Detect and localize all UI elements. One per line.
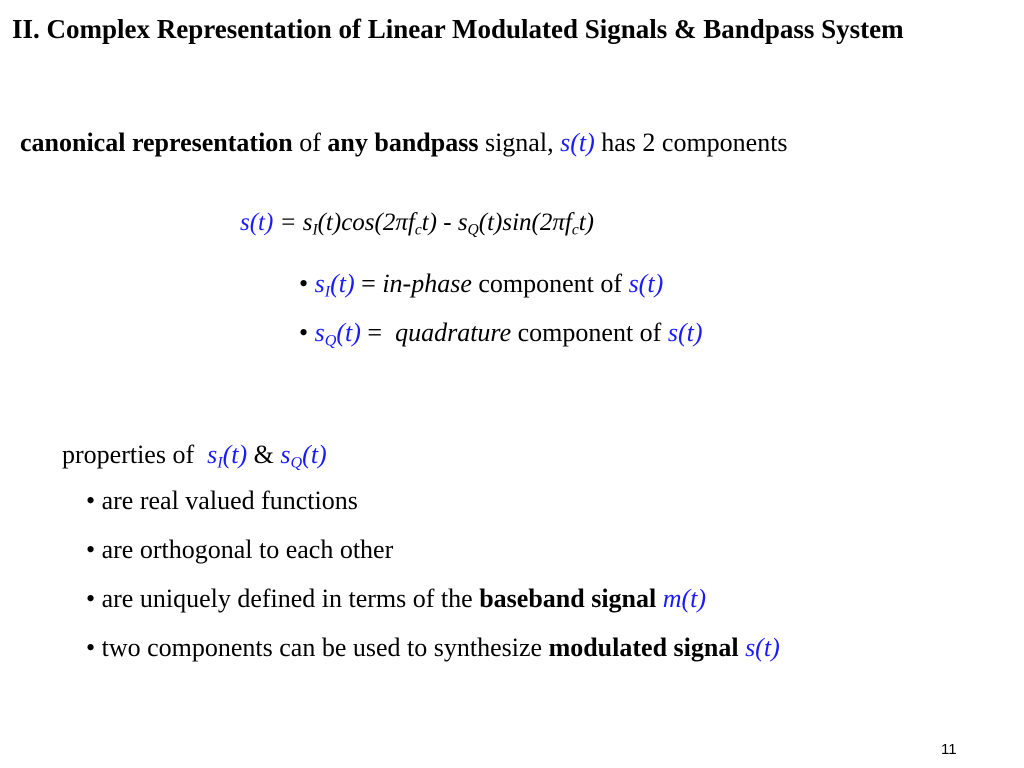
equation-sub-i: I	[312, 221, 318, 239]
page-number: 11	[941, 741, 957, 758]
properties-ampersand: &	[247, 440, 281, 469]
intro-line	[20, 127, 788, 159]
property-item-bold: baseband signal	[479, 584, 657, 613]
component-of-signal: s(t)	[628, 269, 664, 298]
properties-sq-arg: (t)	[302, 440, 327, 469]
component-text: component of	[511, 318, 668, 347]
property-item-text: • two components can be used to synthesize	[86, 633, 549, 662]
equation-minus-s: t) - s	[421, 209, 468, 236]
equation-sub-c2: c	[571, 221, 579, 239]
component-kind: in-phase	[382, 269, 472, 298]
component-equals: =	[354, 269, 383, 298]
intro-bold-bandpass: any bandpass	[327, 128, 479, 157]
equation-s: s	[302, 209, 313, 236]
properties-label: properties of	[62, 440, 208, 469]
properties-sq: s	[280, 440, 291, 469]
intro-text-of: of	[292, 128, 328, 157]
equation-sub-c: c	[414, 221, 422, 239]
properties-si-sub: I	[217, 454, 223, 472]
equation-sub-q: Q	[467, 221, 479, 239]
property-item-text: • are uniquely defined in terms of the	[86, 584, 480, 613]
properties-heading	[62, 439, 327, 471]
equation-sin-term: (t)sin(2πf	[478, 209, 572, 236]
intro-text-signal: signal,	[478, 128, 561, 157]
property-item-orthogonal: • are orthogonal to each other	[86, 535, 394, 564]
component-kind: quadrature	[395, 318, 512, 347]
component-name: s	[314, 269, 325, 298]
property-item-signal: s(t)	[745, 633, 780, 662]
component-equals: =	[360, 318, 396, 347]
component-in-phase	[299, 268, 663, 300]
equation-cos-term: (t)cos(2πf	[317, 209, 415, 236]
slide-title: II. Complex Representation of Linear Modulated Signals & Bandpass System	[12, 14, 904, 44]
bullet: •	[299, 318, 315, 347]
component-quadrature	[299, 317, 703, 349]
component-of-signal: s(t)	[667, 318, 703, 347]
bullet: •	[299, 269, 315, 298]
intro-signal-st: s(t)	[560, 128, 595, 157]
component-name: s	[314, 318, 325, 347]
component-sub: I	[324, 283, 331, 301]
property-item-synthesize	[86, 632, 780, 664]
canonical-equation	[240, 207, 594, 239]
component-arg: (t)	[336, 318, 361, 347]
intro-bold-canonical: canonical representation	[20, 128, 293, 157]
equation-equals: =	[273, 209, 303, 236]
properties-si: s	[207, 440, 218, 469]
equation-end: t)	[578, 209, 594, 236]
component-arg: (t)	[330, 269, 355, 298]
component-sub: Q	[324, 332, 337, 350]
property-item-signal: m(t)	[662, 584, 707, 613]
intro-text-components: has 2 components	[594, 128, 788, 157]
properties-sq-sub: Q	[290, 454, 303, 472]
property-item-real: • are real valued functions	[86, 486, 358, 515]
property-item-bold: modulated signal	[548, 633, 739, 662]
equation-lhs: s(t)	[240, 209, 274, 236]
property-item-unique	[86, 583, 706, 615]
component-text: component of	[471, 269, 629, 298]
properties-si-arg: (t)	[222, 440, 248, 469]
